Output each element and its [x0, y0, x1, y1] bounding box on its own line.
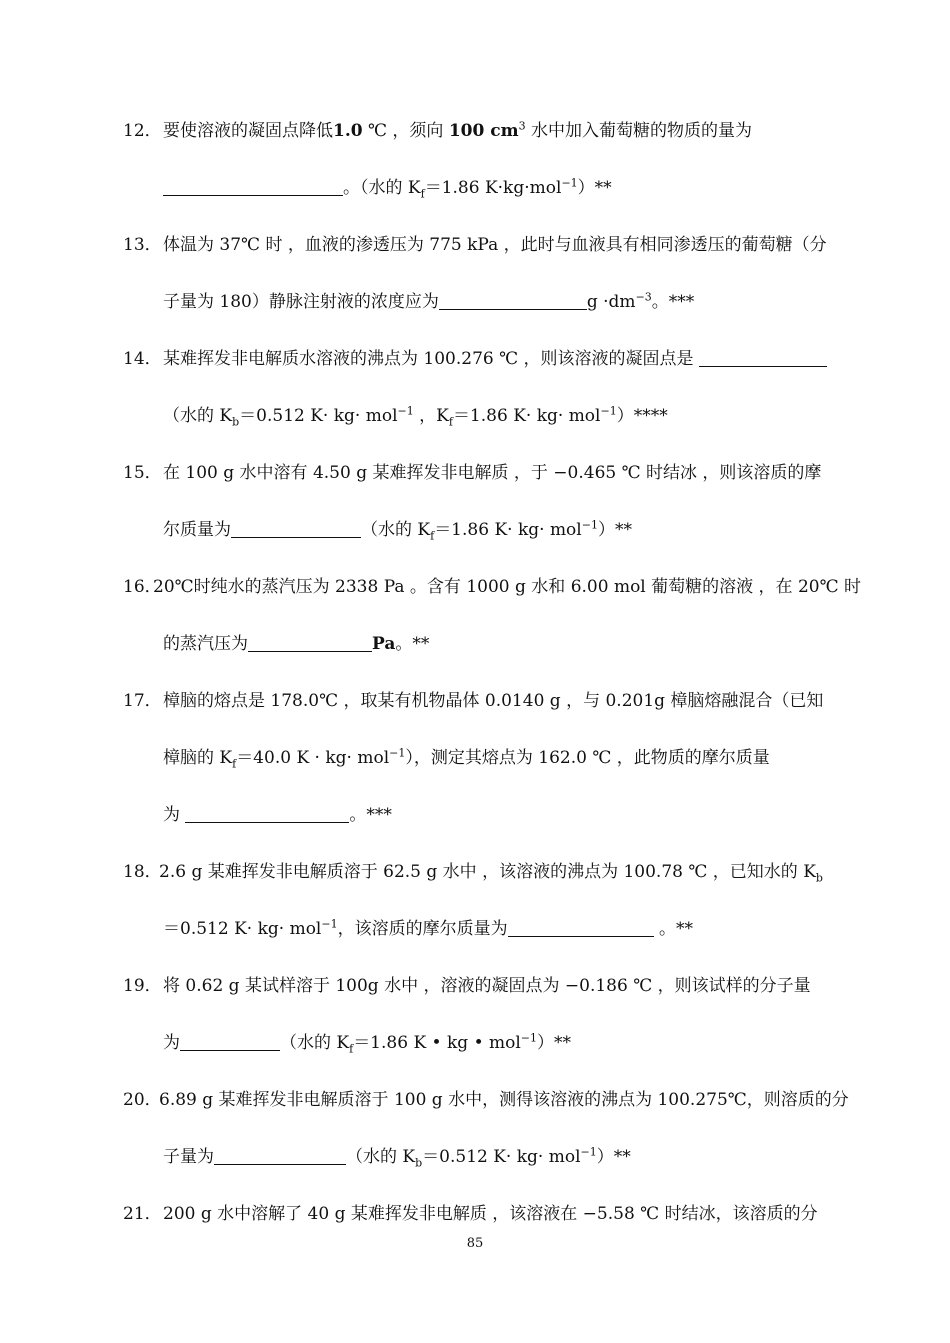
question-text: 为 （水的 $K_f=1.86$ K • kg • mol$^{-1}$）** — [163, 1031, 572, 1056]
answer-blank[interactable] — [185, 806, 349, 823]
question-text: 某难挥发非电解质水溶液的沸点为 100.276 ℃ ，则该溶液的凝固点是 — [163, 348, 827, 370]
question-text: 子量为 （水的 $K_b=0.512$ K· kg· mol$^{-1}$）** — [163, 1145, 631, 1170]
question-text: 。（水的 $K_f=1.86$ K·kg·mol$^{-1}$）** — [163, 177, 612, 199]
question-text: 2.6 g 某难挥发非电解质溶于 62.5 g 水中 ，该溶液的沸点为 100.78 ℃ ，已知水的 $K_b$ — [159, 862, 823, 885]
question-text: 体温为 37℃ 时 ，血液的渗透压为 775 kPa ，此时与血液具有相同渗透压的葡萄糖（分 — [163, 235, 827, 255]
question-number: 21． — [123, 1204, 162, 1224]
answer-blank[interactable] — [699, 350, 827, 367]
question-number: 14． — [123, 349, 162, 369]
answer-blank[interactable] — [180, 1034, 280, 1051]
question-text: 6.89 g 某难挥发非电解质溶于 100 g 水中，测得该溶液的沸点为 100.275℃，则溶质的分 — [159, 1090, 849, 1110]
question-number: 20． — [123, 1090, 162, 1110]
question-text: 的蒸汽压为 Pa。** — [163, 634, 430, 654]
answer-blank[interactable] — [163, 179, 343, 196]
answer-blank[interactable] — [231, 521, 361, 538]
question-text: 樟脑的 $K_f=40.0$ K · kg· mol$^{-1}$），测定其熔点为 162.0 ℃ ，此物质的摩尔质量 — [163, 746, 770, 771]
answer-blank[interactable] — [508, 920, 654, 937]
question-number: 12． — [123, 121, 162, 141]
page-number: 85 — [466, 1236, 484, 1251]
question-number: 19． — [123, 976, 162, 996]
question-text: 要使溶液的凝固点降低1.0 ℃ ，须向 100 $cm^3$ 水中加入葡萄糖的物质的量为 — [163, 119, 752, 141]
question-text: 在 100 g 水中溶有 4.50 g 某难挥发非电解质 ，于 −0.465 ℃ 时结冰 ，则该溶质的摩 — [163, 463, 822, 483]
question-text: 子量为 180）静脉注射液的浓度应为 $g \cdot dm^{-3}$。*** — [163, 290, 695, 312]
question-number: 18． — [123, 862, 162, 882]
question-text: ＝0.512 K· kg· mol$^{-1}$，该溶质的摩尔质量为 。** — [163, 917, 693, 939]
question-text: 尔质量为 （水的 $K_f=1.86$ K· kg· mol$^{-1}$）** — [163, 518, 632, 543]
question-text: 为 。*** — [163, 805, 392, 825]
question-number: 16． — [123, 577, 162, 597]
question-number: 15． — [123, 463, 162, 483]
question-number: 17． — [123, 691, 162, 711]
question-text: 20℃时纯水的蒸汽压为 2338 Pa 。含有 1000 g 水和 6.00 mol 葡萄糖的溶液 ，在 20℃ 时 — [153, 577, 862, 597]
question-number: 13． — [123, 235, 162, 255]
question-text: （水的 $K_b=0.512$ K· kg· mol$^{-1}$ ，$K_f=1.86$ K· kg· mol$^{-1}$）**** — [163, 404, 668, 429]
question-text: 将 0.62 g 某试样溶于 100g 水中 ，溶液的凝固点为 −0.186 ℃ ，则该试样的分子量 — [163, 976, 811, 996]
answer-blank[interactable] — [214, 1148, 346, 1165]
question-text: 樟脑的熔点是 178.0℃ ，取某有机物晶体 0.0140 g ，与 0.201g 樟脑熔融混合（已知 — [163, 691, 824, 711]
answer-blank[interactable] — [248, 635, 372, 652]
question-text: 200 g 水中溶解了 40 g 某难挥发非电解质 ，该溶液在 −5.58 ℃ 时结冰，该溶质的分 — [163, 1204, 818, 1224]
answer-blank[interactable] — [439, 293, 587, 310]
